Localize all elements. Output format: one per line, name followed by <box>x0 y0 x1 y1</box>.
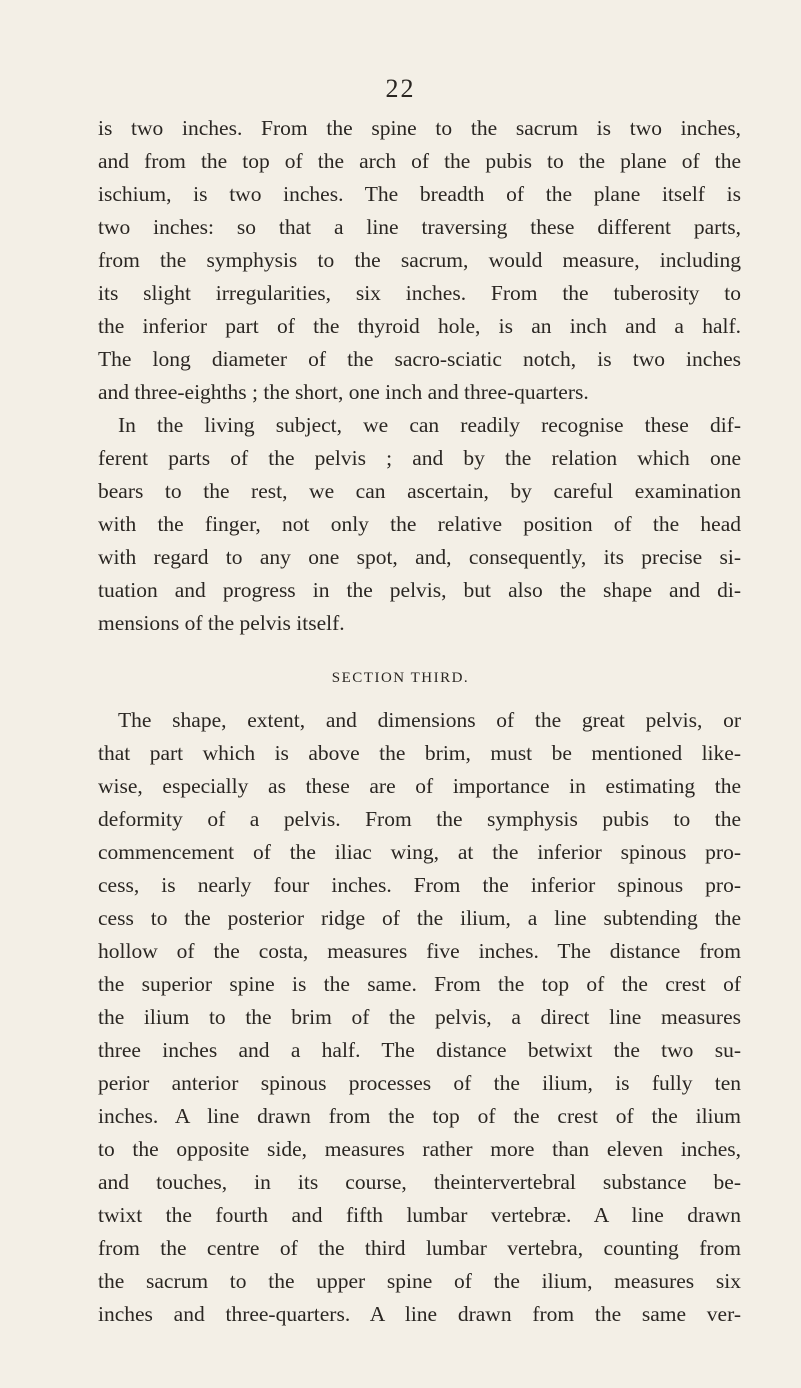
paragraph-line: perior anterior spinous processes of the ilium, is fully ten <box>98 1071 741 1095</box>
paragraph-line: the ilium to the brim of the pelvis, a direct line measures <box>98 1005 741 1029</box>
paragraph-line: and from the top of the arch of the pubis to the plane of the <box>98 149 741 173</box>
paragraph-line: bears to the rest, we can ascertain, by careful examination <box>98 479 741 503</box>
paragraph-line: hollow of the costa, measures five inches. The distance from <box>98 939 741 963</box>
paragraph-line: tuation and progress in the pelvis, but also the shape and di- <box>98 578 741 602</box>
text-block-lower <box>98 704 741 1331</box>
paragraph-3 <box>98 704 741 1331</box>
paragraph-line: commencement of the iliac wing, at the inferior spinous pro- <box>98 840 741 864</box>
paragraph-line: and three-eighths ; the short, one inch and three-quarters. <box>98 380 589 404</box>
page-number: 22 <box>385 74 416 103</box>
paragraph-line: inches. A line drawn from the top of the crest of the ilium <box>98 1104 741 1128</box>
paragraph-line: and touches, in its course, theintervertebral substance be- <box>98 1170 741 1194</box>
paragraph-2 <box>98 409 741 640</box>
paragraph-line: deformity of a pelvis. From the symphysis pubis to the <box>98 807 741 831</box>
paragraph-line: from the centre of the third lumbar vertebra, counting from <box>98 1236 741 1260</box>
paragraph-line: with regard to any one spot, and, consequently, its precise si- <box>98 545 741 569</box>
paragraph-line: two inches: so that a line traversing these different parts, <box>98 215 741 239</box>
paragraph-line: inches and three-quarters. A line drawn from the same ver- <box>98 1302 741 1326</box>
paragraph-line: its slight irregularities, six inches. From the tuberosity to <box>98 281 741 305</box>
paragraph-line: three inches and a half. The distance betwixt the two su- <box>98 1038 741 1062</box>
paragraph-line: with the finger, not only the relative position of the head <box>98 512 741 536</box>
paragraph-line: that part which is above the brim, must be mentioned like- <box>98 741 741 765</box>
paragraph-line: mensions of the pelvis itself. <box>98 611 345 635</box>
paragraph-line: ischium, is two inches. The breadth of the plane itself is <box>98 182 741 206</box>
paragraph-line: to the opposite side, measures rather more than eleven inches, <box>98 1137 741 1161</box>
paragraph-line: In the living subject, we can readily recognise these dif- <box>118 413 741 437</box>
paragraph-line: twixt the fourth and fifth lumbar vertebræ. A line drawn <box>98 1203 741 1227</box>
paragraph-line: the sacrum to the upper spine of the ilium, measures six <box>98 1269 741 1293</box>
paragraph-line: from the symphysis to the sacrum, would measure, including <box>98 248 741 272</box>
paragraph-1 <box>98 112 741 409</box>
paragraph-line: The shape, extent, and dimensions of the great pelvis, or <box>118 708 741 732</box>
paragraph-line: cess, is nearly four inches. From the inferior spinous pro- <box>98 873 741 897</box>
text-block-upper <box>98 112 741 640</box>
paragraph-line: cess to the posterior ridge of the ilium, a line subtending the <box>98 906 741 930</box>
paragraph-line: the superior spine is the same. From the top of the crest of <box>98 972 741 996</box>
paragraph-line: wise, especially as these are of importance in estimating the <box>98 774 741 798</box>
paragraph-line: ferent parts of the pelvis ; and by the relation which one <box>98 446 741 470</box>
paragraph-line: is two inches. From the spine to the sacrum is two inches, <box>98 116 741 140</box>
paragraph-line: the inferior part of the thyroid hole, is an inch and a half. <box>98 314 741 338</box>
paragraph-line: The long diameter of the sacro-sciatic notch, is two inches <box>98 347 741 371</box>
section-heading: SECTION THIRD. <box>331 670 470 686</box>
